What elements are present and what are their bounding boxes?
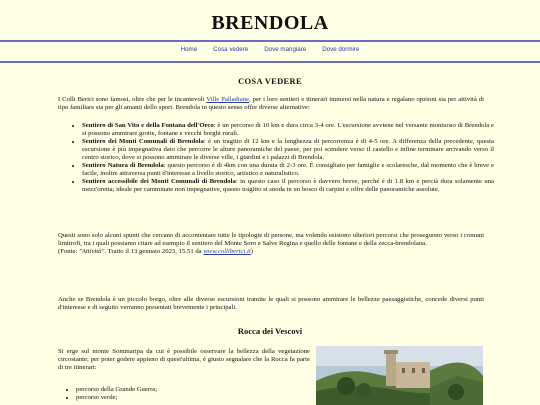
nav-top-rule — [0, 40, 540, 42]
itinerary-list — [66, 386, 316, 402]
source-title: "Attività" — [79, 248, 105, 255]
list-item — [82, 138, 494, 162]
outro-paragraph — [58, 232, 484, 256]
trail-description: : è un percorso di 10 km e dura circa 3-4 ore. L'escursione avviene nel versante montuoso di Brendola e si possono ammirare grotte, fontane e vecchi borghi rurali. — [82, 122, 494, 137]
nav-bottom-rule — [0, 61, 540, 63]
list-item: • percorso della Grande Guerra; — [76, 386, 316, 394]
list-item: • percorso verde; — [76, 394, 316, 402]
source-prefix: (Fonte: — [58, 248, 79, 255]
trail-name: Sentiero Natura di Brendola — [82, 162, 164, 169]
trail-description: : questo percorso è di 4km con una durata di 2-3 ore. È consigliato per famiglie e scolaresche, dal momento che è breve e facile, inoltre attraversa punti d'interesse a livello storico, artistico e naturalistico. — [82, 162, 494, 177]
nav-link-home[interactable]: Home — [180, 46, 198, 53]
nav-link-cosa-vedere[interactable]: Cosa vedere — [213, 46, 249, 53]
source-middle: . Tratto il 13 gennaio 2023, 15.51 da — [104, 248, 204, 255]
rocca-photo — [316, 346, 483, 405]
list-item — [82, 178, 494, 194]
section-title-rocca: Rocca dei Vescovi — [237, 326, 303, 336]
ville-palladiane-link[interactable]: Ville Palladiane — [206, 96, 250, 103]
intro-text: I Colli Berici sono famosi, oltre che per le incantevoli — [58, 96, 207, 103]
source-suffix: ) — [250, 248, 253, 255]
intro-paragraph — [58, 96, 484, 112]
trail-name: Sentiero accessibile dei Monti Comunali di Brendola — [82, 178, 236, 185]
rocca-paragraph: Si erge sul monte Sommaripa da cui è possibile osservare la bellezza della vegetazione circostante; per poter godere appieno di quest'ultima, è giusto segnalare che la Rocca fa parte di tre itinerari: — [58, 348, 310, 371]
nav-link-dove-dormire[interactable]: Dove dormire — [322, 46, 360, 53]
trail-name: Sentiero di San Vito e della Fontana dell'Orco — [82, 122, 214, 129]
nav-link-dove-mangiare[interactable]: Dove mangiare — [264, 46, 307, 53]
intro-text-continued: , per i loro sentieri e itinerari immersi nella natura e regalano opzioni sia per attività di tipo familiare sia per gli amanti dello sport. Brendola in questo senso offre diverse alternative: — [58, 96, 484, 111]
trail-name: Sentiero dei Monti Comunali di Brendola — [82, 138, 204, 145]
site-title: BRENDOLA — [211, 12, 329, 34]
section-title-cosa-vedere: COSA VEDERE — [238, 76, 302, 86]
list-item — [82, 122, 494, 138]
outro-text: Questi sono solo alcuni spunti che cercano di accontentare tutte le tipologie di persone, ma volendo esistono ulteriori percorsi che proseguono verso i comuni limitrofi, tra i quali possiamo citare ad esempio il sentiero del Monte Soro e Salve Regina e quello delle fontane e della zecca-brendolana. — [58, 232, 484, 247]
trail-description: : in questo caso il percorso è davvero breve, perché è di 1.8 km e percià dura solamente una mezz'oretta; ideale per camminate non impegnative, questo tragitto si snoda in un bosco di carpini e offre delle panoramiche assolute. — [82, 178, 494, 193]
trail-description: : è un tragitto di 12 km e la lunghezza di percorrenza è di 4-5 ore. A differenza della precedente, questa escursione è più impegnativa dato che percorre le alture panoramiche del paese, per poi scendere verso il castello e infine terminare arrivando verso il centro storico, dove si possono ammirare le diverse ville, i giardini e i palazzi di Brendola. — [82, 138, 494, 161]
list-item — [82, 162, 494, 178]
trail-list — [72, 122, 494, 194]
source-link[interactable]: www.colliberici.it — [203, 248, 251, 255]
borgo-paragraph: Anche se Brendola è un piccolo borgo, oltre alle diverse escursioni tramite le quali si possono ammirare le bellezze paesaggistiche, concede diversi punti d'interesse e di seguito verranno presentati brevemente i principali. — [58, 296, 484, 311]
main-nav — [0, 46, 540, 58]
